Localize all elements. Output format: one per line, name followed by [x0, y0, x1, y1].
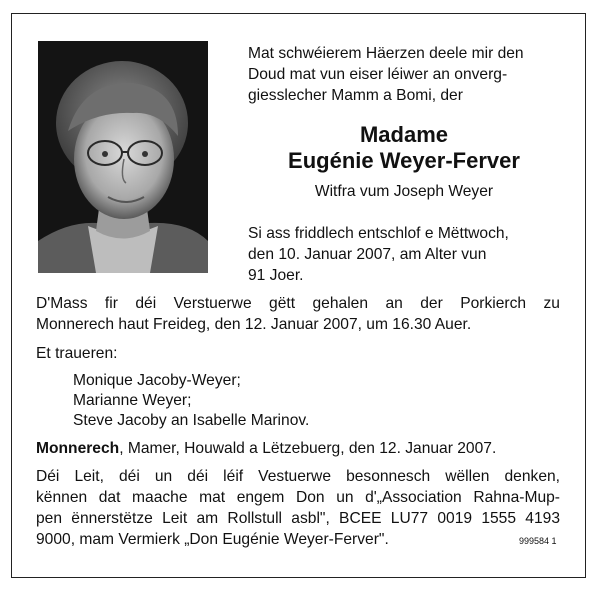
place-date-rest: , Mamer, Houwald a Lëtzebuerg, den 12. Januar 2007. [119, 440, 497, 457]
donation-line-3: pen ënnerstëtze Leit am Rollstull asbl", BCEE LU77 0019 1555 4193 [36, 510, 560, 527]
mourner-1: Monique Jacoby-Weyer; [73, 372, 241, 389]
donation-line-2: kënnen dat maache mat engem Don un d'„Association Rahna-Mup- [36, 489, 560, 506]
mourners-intro: Et traueren: [36, 345, 118, 362]
reference-number: 999584 1 [519, 536, 557, 546]
death-line-2: den 10. Januar 2007, am Alter vun [248, 246, 487, 263]
donation-line-1: Déi Leit, déi un déi léif Vestuerwe besonnesch wëllen denken, [36, 468, 560, 485]
honorific-title: Madame [359, 122, 449, 147]
deceased-name: Eugénie Weyer-Ferver [288, 148, 520, 173]
place-name: Monnerech [36, 440, 120, 457]
widow-line: Witfra vum Joseph Weyer [314, 183, 494, 200]
intro-line-1: Mat schwéierem Häerzen deele mir den [248, 45, 524, 62]
death-line-1: Si ass friddlech entschlof e Mëttwoch, [248, 225, 509, 242]
death-line-3: 91 Joer. [248, 267, 304, 284]
intro-line-2: Doud mat vun eiser léiwer an onverg- [248, 66, 508, 83]
mass-line-2: Monnerech haut Freideg, den 12. Januar 2007, um 16.30 Auer. [36, 316, 472, 333]
mourner-3: Steve Jacoby an Isabelle Marinov. [73, 412, 310, 429]
mourner-2: Marianne Weyer; [73, 392, 192, 409]
portrait-photo [38, 41, 208, 273]
intro-line-3: giesslecher Mamm a Bomi, der [248, 87, 463, 104]
donation-line-4: 9000, mam Vermierk „Don Eugénie Weyer-Ferver". [36, 531, 389, 548]
mass-line-1: D'Mass fir déi Verstuerwe gëtt gehalen an der Porkierch zu [36, 295, 560, 312]
place-date-line [36, 439, 496, 459]
